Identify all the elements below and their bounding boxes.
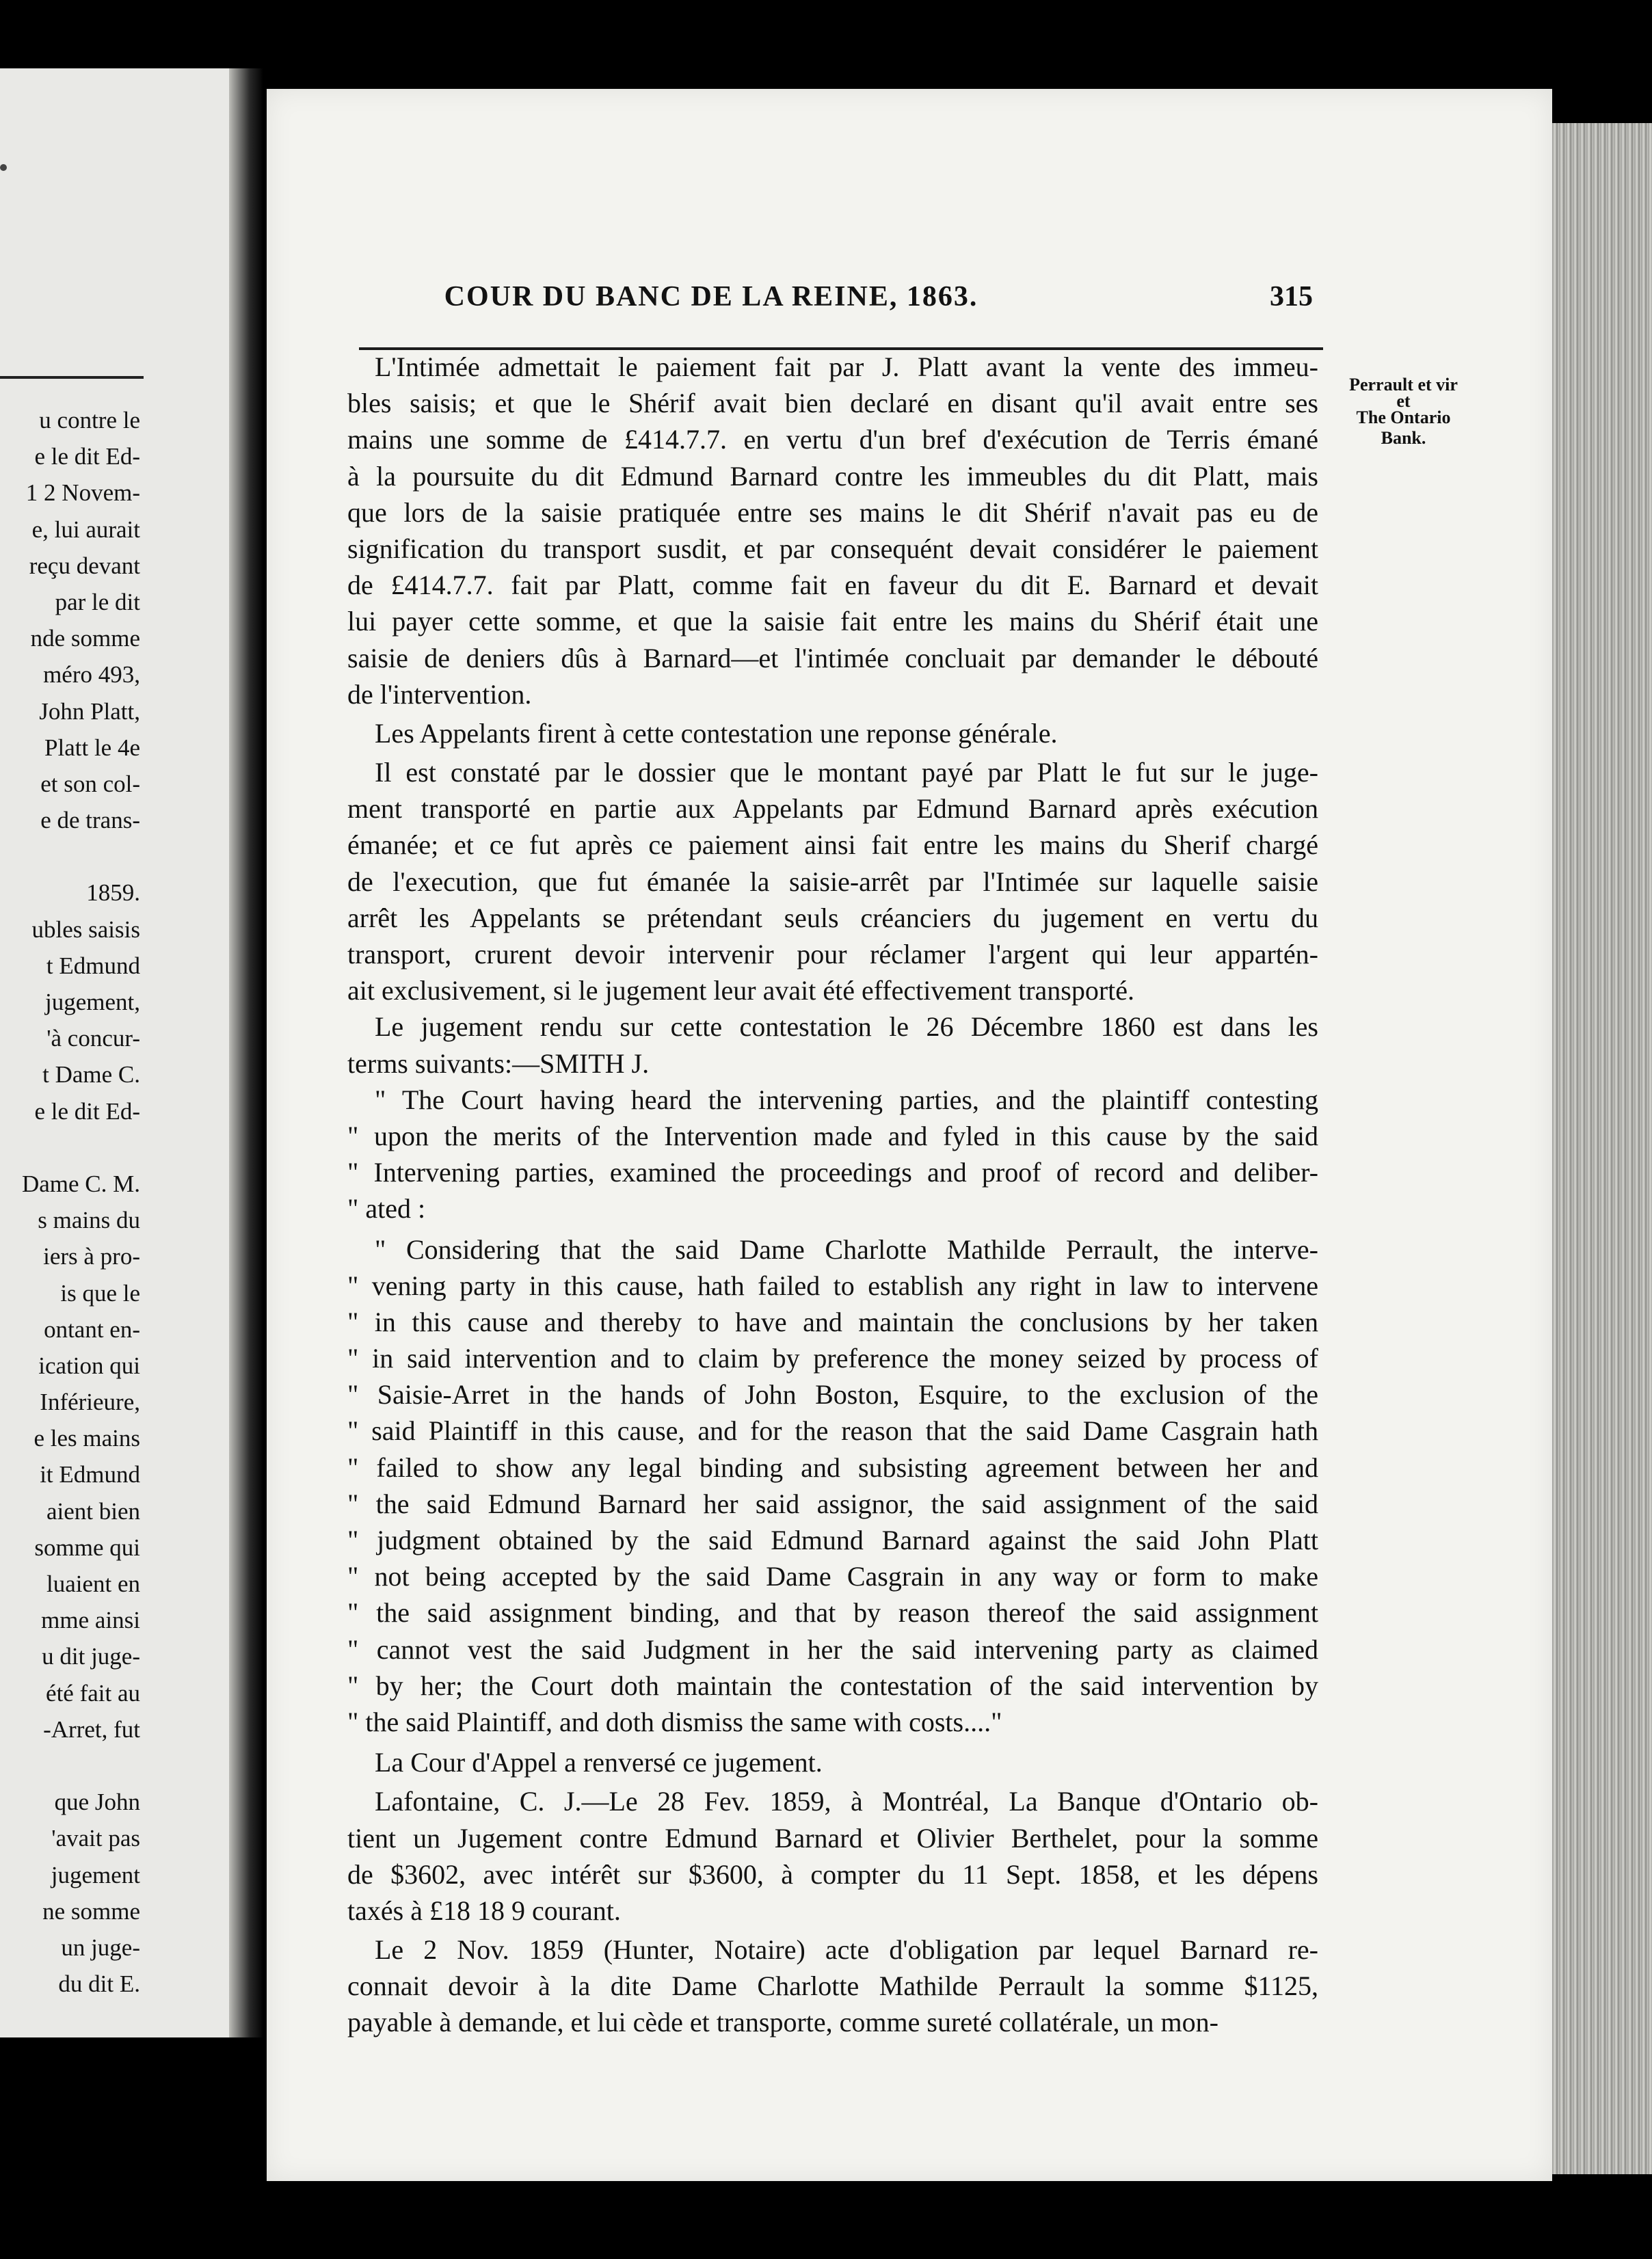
left-page-line: e, lui aurait xyxy=(31,516,140,543)
text-line: à la poursuite du dit Edmund Barnard contre les immeubles du dit Platt, mais xyxy=(347,460,1318,492)
marginal-line: Bank. xyxy=(1381,428,1426,448)
left-page-line: e les mains xyxy=(34,1425,140,1452)
left-page-line: ubles saisis xyxy=(31,915,140,943)
left-page-line: été fait au xyxy=(46,1679,140,1707)
text-line: " judgment obtained by the said Edmund Barnard against the said John Platt xyxy=(347,1525,1318,1555)
left-page-line: it Edmund xyxy=(40,1461,140,1488)
body-text xyxy=(347,349,1318,2041)
left-page-line: que John xyxy=(54,1789,140,1816)
text-line: " the said Edmund Barnard her said assignor, the said assignment of the said xyxy=(347,1488,1318,1519)
paragraph xyxy=(347,349,1318,712)
left-page-line xyxy=(0,838,140,874)
left-page-line: somme qui xyxy=(34,1534,140,1561)
left-page-line: Platt le 4e xyxy=(44,734,140,761)
left-page-line xyxy=(0,1748,140,1784)
paragraph xyxy=(347,1744,1318,1780)
paragraph xyxy=(347,1931,1318,2041)
left-page-line: iers à pro- xyxy=(43,1243,140,1270)
text-line: " by her; the Court doth maintain the contestation of the said intervention by xyxy=(347,1670,1318,1701)
text-line: que lors de la saisie pratiquée entre ses mains le dit Shérif n'avait pas eu de xyxy=(347,496,1318,528)
text-line: " the said Plaintiff, and doth dismiss the same with costs...." xyxy=(347,1706,1002,1737)
text-line: " not being accepted by the said Dame Casgrain in any way or form to make xyxy=(347,1561,1318,1592)
left-page-line: John Platt, xyxy=(39,697,140,725)
left-page-line xyxy=(0,1130,140,1166)
text-line: L'Intimée admettait le paiement fait par J. Platt avant la vente des immeu- xyxy=(375,351,1318,382)
left-page-line: is que le xyxy=(60,1279,140,1307)
text-line: " cannot vest the said Judgment in her the said intervening party as claimed xyxy=(347,1633,1318,1665)
text-line: Il est constaté par le dossier que le montant payé par Platt le fut sur le juge- xyxy=(375,757,1318,788)
left-page-line: du dit E. xyxy=(58,1970,140,1998)
text-line: La Cour d'Appel a renversé ce jugement. xyxy=(375,1747,823,1778)
left-page-line: aient bien xyxy=(46,1497,140,1525)
left-page-line: ne somme xyxy=(42,1897,140,1925)
text-line: transport, crurent devoir intervenir pour réclamer l'argent qui leur appartén- xyxy=(347,939,1318,970)
text-line: bles saisis; et que le Shérif avait bien declaré en disant qu'il avait entre ses xyxy=(347,388,1318,419)
left-page-line: par le dit xyxy=(55,588,140,615)
left-page-line: Dame C. M. xyxy=(21,1170,140,1197)
page-edges xyxy=(1552,123,1652,2174)
paragraph xyxy=(347,1231,1318,1741)
text-line: de l'intervention. xyxy=(347,678,532,710)
left-page-text xyxy=(0,402,140,2002)
left-page-line: ontant en- xyxy=(44,1315,140,1343)
text-line: ait exclusivement, si le jugement leur avait été effectivement transporté. xyxy=(347,975,1135,1006)
left-page-line: reçu devant xyxy=(29,552,140,579)
left-page-line: jugement xyxy=(51,1861,140,1888)
left-page-line: 1 2 Novem- xyxy=(25,479,140,507)
paragraph xyxy=(347,1082,1318,1227)
left-page-line: et son col- xyxy=(40,770,140,797)
paragraph xyxy=(347,715,1318,751)
text-line: mains une somme de £414.7.7. en vertu d'un bref d'exécution de Terris émané xyxy=(347,424,1318,455)
text-line: arrêt les Appelants se prétendant seuls créanciers du jugement en vertu du xyxy=(347,902,1318,933)
left-page-line: t Edmund xyxy=(46,952,140,979)
left-page-line: e le dit Ed- xyxy=(34,443,140,470)
running-head: COUR DU BANC DE LA REINE, 1863. xyxy=(444,281,978,312)
marginal-line: et xyxy=(1396,391,1411,411)
text-line: " in this cause and thereby to have and maintain the conclusions by her taken xyxy=(347,1306,1318,1337)
left-page-line: 'à concur- xyxy=(46,1025,140,1052)
text-line: tient un Jugement contre Edmund Barnard et Olivier Berthelet, pour la somme xyxy=(347,1822,1318,1854)
text-line: de $3602, avec intérêt sur $3600, à compter du 11 Sept. 1858, et les dépens xyxy=(347,1858,1318,1890)
text-line: " Considering that the said Dame Charlotte Mathilde Perrault, the interve- xyxy=(375,1233,1318,1265)
text-line: payable à demande, et lui cède et transporte, comme sureté collatérale, un mon- xyxy=(347,2007,1218,2038)
left-page-line: nde somme xyxy=(30,625,140,652)
left-page-line: -Arret, fut xyxy=(43,1715,140,1743)
text-line: Le jugement rendu sur cette contestation le 26 Décembre 1860 est dans les xyxy=(375,1011,1318,1043)
text-line: Les Appelants firent à cette contestation une reponse générale. xyxy=(375,717,1058,749)
left-page-line: s mains du xyxy=(38,1207,140,1234)
left-page-line: luaient en xyxy=(46,1570,140,1597)
paragraph xyxy=(347,1783,1318,1929)
left-page-mark xyxy=(0,164,7,171)
text-line: émanée; et ce fut après ce paiement ainsi fait entre les mains du Sherif chargé xyxy=(347,829,1318,861)
left-page-line: e le dit Ed- xyxy=(34,1097,140,1125)
text-line: " failed to show any legal binding and subsisting agreement between her and xyxy=(347,1452,1318,1483)
text-line: Le 2 Nov. 1859 (Hunter, Notaire) acte d'obligation par lequel Barnard re- xyxy=(375,1934,1318,1966)
text-line: terms suivants:—SMITH J. xyxy=(347,1047,650,1079)
left-page-line: 1859. xyxy=(86,879,140,907)
paragraph xyxy=(347,1008,1318,1081)
text-line: " ated : xyxy=(347,1193,426,1225)
left-page-rule xyxy=(0,376,144,379)
marginal-line: The Ontario xyxy=(1356,407,1451,427)
left-page-line: mme ainsi xyxy=(41,1607,140,1634)
text-line: " upon the merits of the Intervention made and fyled in this cause by the said xyxy=(347,1120,1318,1151)
book-gutter xyxy=(229,68,263,2037)
text-line: ment transporté en partie aux Appelants par Edmund Barnard après exécution xyxy=(347,793,1318,825)
left-page-line: u contre le xyxy=(39,407,140,433)
left-page-line: Inférieure, xyxy=(40,1389,140,1416)
left-page-line: ication qui xyxy=(38,1352,140,1379)
text-line: " said Plaintiff in this cause, and for the reason that the said Dame Casgrain hath xyxy=(347,1415,1318,1447)
text-line: Lafontaine, C. J.—Le 28 Fev. 1859, à Montréal, La Banque d'Ontario ob- xyxy=(375,1786,1318,1817)
left-facing-page xyxy=(0,68,232,2037)
left-page-line: u dit juge- xyxy=(42,1643,140,1670)
text-line: signification du transport susdit, et par consequént devait considérer le paiement xyxy=(347,533,1318,564)
paragraph xyxy=(347,754,1318,1008)
text-line: de £414.7.7. fait par Platt, comme fait en faveur du dit E. Barnard et devait xyxy=(347,570,1318,601)
left-page-line: t Dame C. xyxy=(42,1061,140,1088)
text-line: " The Court having heard the intervening parties, and the plaintiff contesting xyxy=(375,1084,1318,1115)
page-header xyxy=(274,280,1313,321)
marginal-line: Perrault et vir xyxy=(1349,375,1458,395)
text-line: connait devoir à la dite Dame Charlotte Mathilde Perrault la somme $1125, xyxy=(347,1970,1318,2002)
text-line: " vening party in this cause, hath failed to establish any right in law to intervene xyxy=(347,1270,1318,1301)
text-line: " in said intervention and to claim by preference the money seized by process of xyxy=(347,1343,1318,1374)
text-line: " the said assignment binding, and that by reason thereof the said assignment xyxy=(347,1597,1318,1629)
text-line: " Intervening parties, examined the proceedings and proof of record and deliber- xyxy=(347,1157,1318,1188)
text-line: lui payer cette somme, et que la saisie fait entre les mains du Shérif était une xyxy=(347,606,1318,637)
left-page-line: jugement, xyxy=(45,989,140,1015)
text-line: taxés à £18 18 9 courant. xyxy=(347,1895,621,1926)
page-number: 315 xyxy=(1270,281,1313,312)
left-page-line: méro 493, xyxy=(43,661,140,689)
left-page-line: e de trans- xyxy=(40,807,140,834)
left-page-line: 'avait pas xyxy=(51,1825,140,1852)
text-line: de l'execution, que fut émanée la saisie-arrêt par l'Intimée sur laquelle saisie xyxy=(347,866,1318,897)
left-page-line: un juge- xyxy=(61,1934,140,1961)
text-line: " Saisie-Arret in the hands of John Boston, Esquire, to the exclusion of the xyxy=(347,1379,1318,1411)
marginal-note xyxy=(1330,375,1477,449)
text-line: saisie de deniers dûs à Barnard—et l'intimée concluait par demander le débouté xyxy=(347,642,1318,673)
